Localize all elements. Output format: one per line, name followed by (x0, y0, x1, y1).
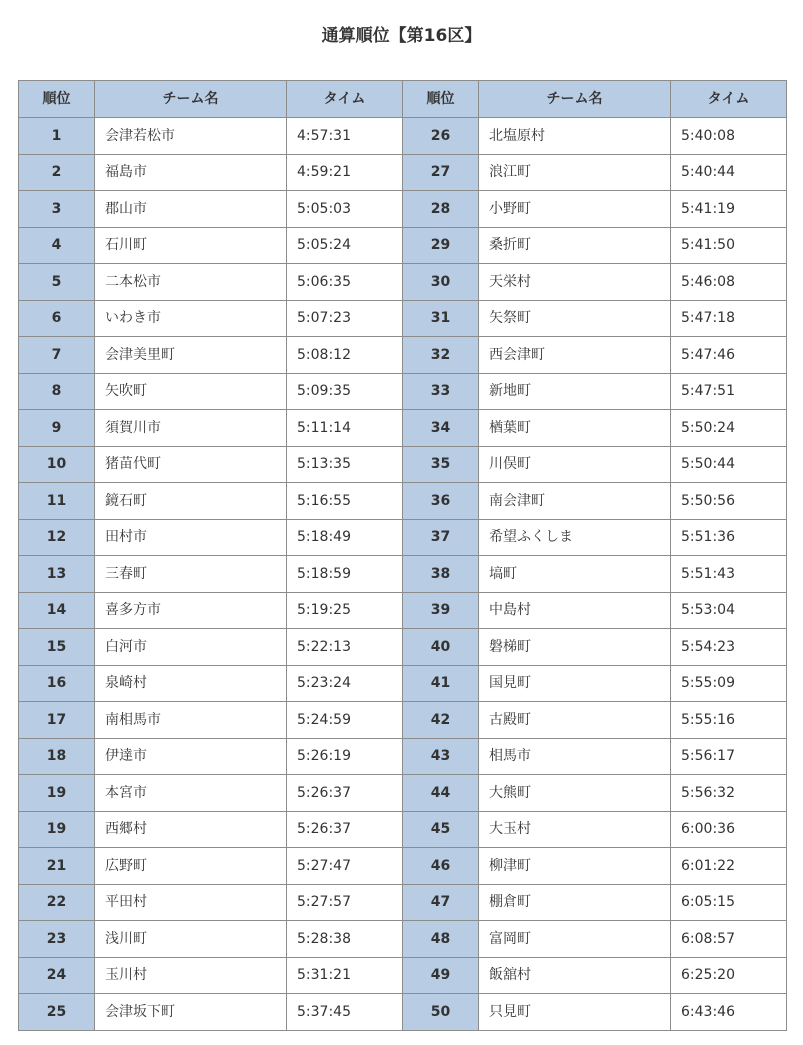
rank-cell: 35 (403, 446, 479, 483)
table-row (19, 118, 787, 155)
time-cell: 4:57:31 (287, 118, 403, 155)
time-cell: 5:19:25 (287, 592, 403, 629)
rank-cell: 33 (403, 373, 479, 410)
team-name-cell: 西会津町 (479, 337, 671, 374)
rank-cell: 43 (403, 738, 479, 775)
table-row (19, 592, 787, 629)
table-row (19, 811, 787, 848)
time-cell: 5:56:32 (671, 775, 787, 812)
time-cell: 6:08:57 (671, 921, 787, 958)
table-row (19, 556, 787, 593)
time-cell: 5:27:47 (287, 848, 403, 885)
team-name-cell: 富岡町 (479, 921, 671, 958)
team-name-cell: 磐梯町 (479, 629, 671, 666)
team-name-cell: 鏡石町 (95, 483, 287, 520)
team-name-cell: 会津若松市 (95, 118, 287, 155)
team-name-cell: 国見町 (479, 665, 671, 702)
table-row (19, 483, 787, 520)
rank-cell: 23 (19, 921, 95, 958)
rank-cell: 5 (19, 264, 95, 301)
rank-cell: 32 (403, 337, 479, 374)
team-header: チーム名 (479, 81, 671, 118)
time-cell: 5:28:38 (287, 921, 403, 958)
team-name-cell: 浪江町 (479, 154, 671, 191)
table-row (19, 702, 787, 739)
rank-cell: 27 (403, 154, 479, 191)
rank-cell: 13 (19, 556, 95, 593)
time-cell: 5:50:56 (671, 483, 787, 520)
rank-cell: 17 (19, 702, 95, 739)
table-row (19, 738, 787, 775)
team-name-cell: 二本松市 (95, 264, 287, 301)
table-row (19, 227, 787, 264)
team-name-cell: 本宮市 (95, 775, 287, 812)
rank-cell: 29 (403, 227, 479, 264)
team-name-cell: 平田村 (95, 884, 287, 921)
rank-cell: 36 (403, 483, 479, 520)
time-cell: 5:26:37 (287, 775, 403, 812)
rank-cell: 11 (19, 483, 95, 520)
team-name-cell: 塙町 (479, 556, 671, 593)
team-name-cell: 大熊町 (479, 775, 671, 812)
time-header: タイム (671, 81, 787, 118)
rank-cell: 48 (403, 921, 479, 958)
rank-cell: 25 (19, 994, 95, 1031)
rank-cell: 6 (19, 300, 95, 337)
rank-cell: 49 (403, 957, 479, 994)
time-cell: 5:23:24 (287, 665, 403, 702)
time-cell: 5:18:59 (287, 556, 403, 593)
time-cell: 5:51:36 (671, 519, 787, 556)
rank-header: 順位 (403, 81, 479, 118)
table-body (19, 118, 787, 1031)
time-header: タイム (287, 81, 403, 118)
rank-cell: 10 (19, 446, 95, 483)
time-cell: 5:50:24 (671, 410, 787, 447)
table-row (19, 446, 787, 483)
rank-cell: 31 (403, 300, 479, 337)
team-name-cell: 楢葉町 (479, 410, 671, 447)
team-header: チーム名 (95, 81, 287, 118)
team-name-cell: 南会津町 (479, 483, 671, 520)
table-row (19, 154, 787, 191)
time-cell: 5:53:04 (671, 592, 787, 629)
team-name-cell: 会津美里町 (95, 337, 287, 374)
table-row (19, 629, 787, 666)
table-row (19, 410, 787, 447)
time-cell: 5:05:03 (287, 191, 403, 228)
time-cell: 6:43:46 (671, 994, 787, 1031)
rank-cell: 26 (403, 118, 479, 155)
rank-cell: 28 (403, 191, 479, 228)
time-cell: 5:16:55 (287, 483, 403, 520)
team-name-cell: 南相馬市 (95, 702, 287, 739)
team-name-cell: 広野町 (95, 848, 287, 885)
header-row (19, 81, 787, 118)
rank-cell: 21 (19, 848, 95, 885)
team-name-cell: 三春町 (95, 556, 287, 593)
rank-cell: 50 (403, 994, 479, 1031)
team-name-cell: 相馬市 (479, 738, 671, 775)
time-cell: 5:13:35 (287, 446, 403, 483)
ranking-table (18, 80, 787, 1031)
team-name-cell: 桑折町 (479, 227, 671, 264)
rank-cell: 45 (403, 811, 479, 848)
rank-cell: 9 (19, 410, 95, 447)
time-cell: 5:26:37 (287, 811, 403, 848)
team-name-cell: 柳津町 (479, 848, 671, 885)
team-name-cell: 石川町 (95, 227, 287, 264)
rank-cell: 44 (403, 775, 479, 812)
team-name-cell: 矢祭町 (479, 300, 671, 337)
rank-cell: 8 (19, 373, 95, 410)
table-row (19, 921, 787, 958)
time-cell: 5:56:17 (671, 738, 787, 775)
team-name-cell: 大玉村 (479, 811, 671, 848)
rank-cell: 4 (19, 227, 95, 264)
team-name-cell: 浅川町 (95, 921, 287, 958)
table-header (19, 81, 787, 118)
rank-cell: 19 (19, 775, 95, 812)
rank-cell: 42 (403, 702, 479, 739)
table-row (19, 957, 787, 994)
time-cell: 5:40:08 (671, 118, 787, 155)
team-name-cell: 棚倉町 (479, 884, 671, 921)
rank-cell: 38 (403, 556, 479, 593)
rank-header: 順位 (19, 81, 95, 118)
time-cell: 6:25:20 (671, 957, 787, 994)
time-cell: 6:00:36 (671, 811, 787, 848)
time-cell: 5:18:49 (287, 519, 403, 556)
team-name-cell: 小野町 (479, 191, 671, 228)
rank-cell: 30 (403, 264, 479, 301)
time-cell: 5:08:12 (287, 337, 403, 374)
rank-cell: 39 (403, 592, 479, 629)
time-cell: 5:05:24 (287, 227, 403, 264)
table-row (19, 665, 787, 702)
rank-cell: 34 (403, 410, 479, 447)
rank-cell: 16 (19, 665, 95, 702)
team-name-cell: 西郷村 (95, 811, 287, 848)
page-title: 通算順位【第16区】 (321, 26, 482, 46)
rank-cell: 12 (19, 519, 95, 556)
rank-cell: 18 (19, 738, 95, 775)
time-cell: 5:54:23 (671, 629, 787, 666)
team-name-cell: いわき市 (95, 300, 287, 337)
time-cell: 5:11:14 (287, 410, 403, 447)
team-name-cell: 田村市 (95, 519, 287, 556)
team-name-cell: 中島村 (479, 592, 671, 629)
time-cell: 5:22:13 (287, 629, 403, 666)
team-name-cell: 古殿町 (479, 702, 671, 739)
time-cell: 4:59:21 (287, 154, 403, 191)
team-name-cell: 玉川村 (95, 957, 287, 994)
rank-cell: 3 (19, 191, 95, 228)
table-row (19, 300, 787, 337)
time-cell: 5:47:18 (671, 300, 787, 337)
table-row (19, 337, 787, 374)
time-cell: 5:41:50 (671, 227, 787, 264)
time-cell: 5:31:21 (287, 957, 403, 994)
rank-cell: 14 (19, 592, 95, 629)
team-name-cell: 白河市 (95, 629, 287, 666)
time-cell: 6:05:15 (671, 884, 787, 921)
time-cell: 5:47:46 (671, 337, 787, 374)
table-row (19, 519, 787, 556)
table-row (19, 373, 787, 410)
rank-cell: 24 (19, 957, 95, 994)
time-cell: 5:46:08 (671, 264, 787, 301)
time-cell: 5:50:44 (671, 446, 787, 483)
time-cell: 5:37:45 (287, 994, 403, 1031)
team-name-cell: 会津坂下町 (95, 994, 287, 1031)
team-name-cell: 新地町 (479, 373, 671, 410)
rank-cell: 41 (403, 665, 479, 702)
time-cell: 5:27:57 (287, 884, 403, 921)
rank-cell: 7 (19, 337, 95, 374)
team-name-cell: 泉崎村 (95, 665, 287, 702)
team-name-cell: 川俣町 (479, 446, 671, 483)
team-name-cell: 伊達市 (95, 738, 287, 775)
time-cell: 5:41:19 (671, 191, 787, 228)
time-cell: 5:07:23 (287, 300, 403, 337)
team-name-cell: 須賀川市 (95, 410, 287, 447)
team-name-cell: 飯舘村 (479, 957, 671, 994)
team-name-cell: 猪苗代町 (95, 446, 287, 483)
time-cell: 5:51:43 (671, 556, 787, 593)
rank-cell: 2 (19, 154, 95, 191)
rank-cell: 22 (19, 884, 95, 921)
table-row (19, 884, 787, 921)
team-name-cell: 希望ふくしま (479, 519, 671, 556)
team-name-cell: 北塩原村 (479, 118, 671, 155)
rank-cell: 19 (19, 811, 95, 848)
time-cell: 5:26:19 (287, 738, 403, 775)
rank-cell: 47 (403, 884, 479, 921)
time-cell: 5:06:35 (287, 264, 403, 301)
table-row (19, 264, 787, 301)
time-cell: 5:55:16 (671, 702, 787, 739)
rank-cell: 40 (403, 629, 479, 666)
team-name-cell: 喜多方市 (95, 592, 287, 629)
table-row (19, 775, 787, 812)
table-row (19, 994, 787, 1031)
rank-cell: 1 (19, 118, 95, 155)
table-row (19, 848, 787, 885)
time-cell: 6:01:22 (671, 848, 787, 885)
team-name-cell: 天栄村 (479, 264, 671, 301)
time-cell: 5:24:59 (287, 702, 403, 739)
time-cell: 5:09:35 (287, 373, 403, 410)
rank-cell: 37 (403, 519, 479, 556)
table-row (19, 191, 787, 228)
rank-cell: 15 (19, 629, 95, 666)
time-cell: 5:55:09 (671, 665, 787, 702)
rank-cell: 46 (403, 848, 479, 885)
time-cell: 5:47:51 (671, 373, 787, 410)
time-cell: 5:40:44 (671, 154, 787, 191)
team-name-cell: 郡山市 (95, 191, 287, 228)
team-name-cell: 只見町 (479, 994, 671, 1031)
team-name-cell: 矢吹町 (95, 373, 287, 410)
team-name-cell: 福島市 (95, 154, 287, 191)
